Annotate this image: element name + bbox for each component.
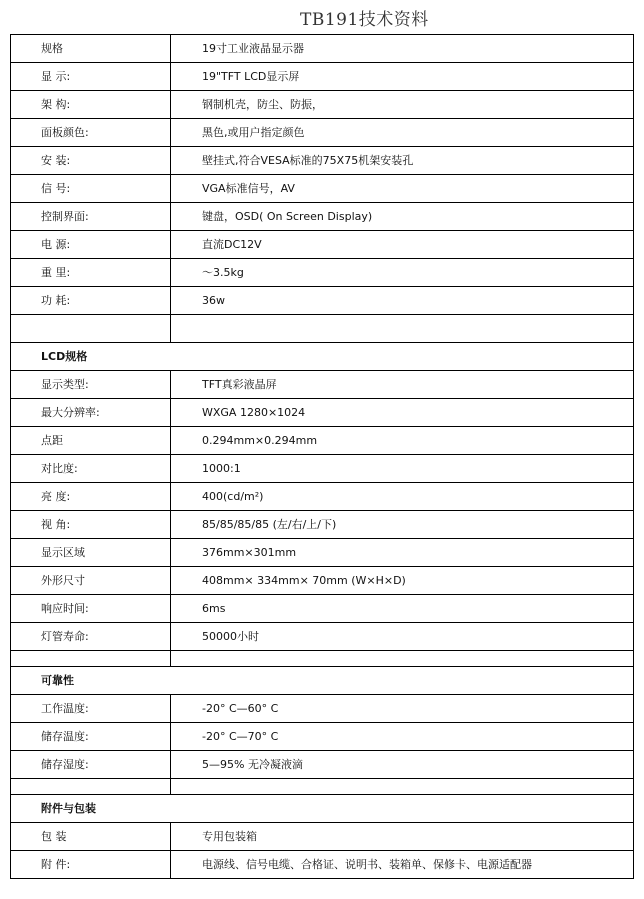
spec-label: 亮 度: [11,483,171,511]
spec-label: 信 号: [11,175,171,203]
table-row [11,823,634,851]
spec-value: TFT真彩液晶屏 [171,371,634,399]
spec-label: 附 件: [11,851,171,879]
spec-value: 1000:1 [171,455,634,483]
spec-label: 功 耗: [11,287,171,315]
table-row [11,851,634,879]
table-row [11,371,634,399]
spec-value: 电源线、信号电缆、合格证、说明书、装箱单、保修卡、电源适配器 [171,851,634,879]
spec-value: 19寸工业液晶显示器 [171,35,634,63]
spec-label: 外形尺寸 [11,567,171,595]
table-row [11,91,634,119]
empty-row [11,651,634,667]
spec-value: 黑色,或用户指定颜色 [171,119,634,147]
empty-cell [171,315,634,343]
section-heading-reliability: 可靠性 [11,667,634,695]
spec-value: -20° C—70° C [171,723,634,751]
table-row [11,695,634,723]
table-row [11,567,634,595]
spec-value: -20° C—60° C [171,695,634,723]
spec-label: 包 装 [11,823,171,851]
table-row [11,287,634,315]
table-row [11,595,634,623]
empty-row [11,315,634,343]
table-row [11,723,634,751]
spec-value: 50000小时 [171,623,634,651]
spec-label: 对比度: [11,455,171,483]
spec-value: 钢制机壳，防尘、防振， [171,91,634,119]
spec-table [10,34,634,879]
table-row [11,427,634,455]
spec-value: 376mm×301mm [171,539,634,567]
spec-value: 5—95% 无冷凝液滴 [171,751,634,779]
spec-value: 19"TFT LCD显示屏 [171,63,634,91]
spec-label: 显 示: [11,63,171,91]
table-row [11,119,634,147]
empty-cell [171,651,634,667]
empty-cell [11,315,171,343]
empty-cell [11,779,171,795]
empty-cell [11,651,171,667]
table-row [11,175,634,203]
spec-value: 专用包装箱 [171,823,634,851]
spec-label: 储存湿度: [11,751,171,779]
spec-label: 架 构: [11,91,171,119]
table-row [11,455,634,483]
spec-value: 408mm× 334mm× 70mm (W×H×D) [171,567,634,595]
section-header-row [11,667,634,695]
spec-label: 储存温度: [11,723,171,751]
table-row [11,511,634,539]
table-row [11,623,634,651]
table-row [11,231,634,259]
spec-value: VGA标准信号，AV [171,175,634,203]
table-row [11,63,634,91]
spec-label: 面板颜色: [11,119,171,147]
table-row [11,483,634,511]
section-header-row [11,343,634,371]
spec-label: 显示区域 [11,539,171,567]
spec-label: 电 源: [11,231,171,259]
spec-value: 直流DC12V [171,231,634,259]
spec-label: 最大分辨率: [11,399,171,427]
spec-value: 壁挂式,符合VESA标准的75X75机架安装孔 [171,147,634,175]
spec-label: 显示类型: [11,371,171,399]
spec-value: 400(cd/m²) [171,483,634,511]
table-row [11,35,634,63]
spec-label: 安 装: [11,147,171,175]
table-row [11,751,634,779]
spec-value: WXGA 1280×1024 [171,399,634,427]
spec-label: 点距 [11,427,171,455]
spec-label: 重 里: [11,259,171,287]
table-row [11,147,634,175]
section-header-row [11,795,634,823]
empty-row [11,779,634,795]
spec-value: 0.294mm×0.294mm [171,427,634,455]
spec-label: 视 角: [11,511,171,539]
spec-value: 36w [171,287,634,315]
spec-label: 响应时间: [11,595,171,623]
empty-cell [171,779,634,795]
spec-label: 灯管寿命: [11,623,171,651]
section-heading-lcd: LCD规格 [11,343,634,371]
spec-value: 键盘，OSD( On Screen Display) [171,203,634,231]
table-row [11,399,634,427]
spec-value: 6ms [171,595,634,623]
spec-label: 规格 [11,35,171,63]
spec-label: 工作温度: [11,695,171,723]
document-title: TB191技术资料 [300,10,429,30]
spec-label: 控制界面: [11,203,171,231]
table-row [11,259,634,287]
section-heading-accessories: 附件与包装 [11,795,634,823]
spec-value: ～3.5kg [171,259,634,287]
table-row [11,203,634,231]
spec-value: 85/85/85/85 (左/右/上/下) [171,511,634,539]
table-row [11,539,634,567]
